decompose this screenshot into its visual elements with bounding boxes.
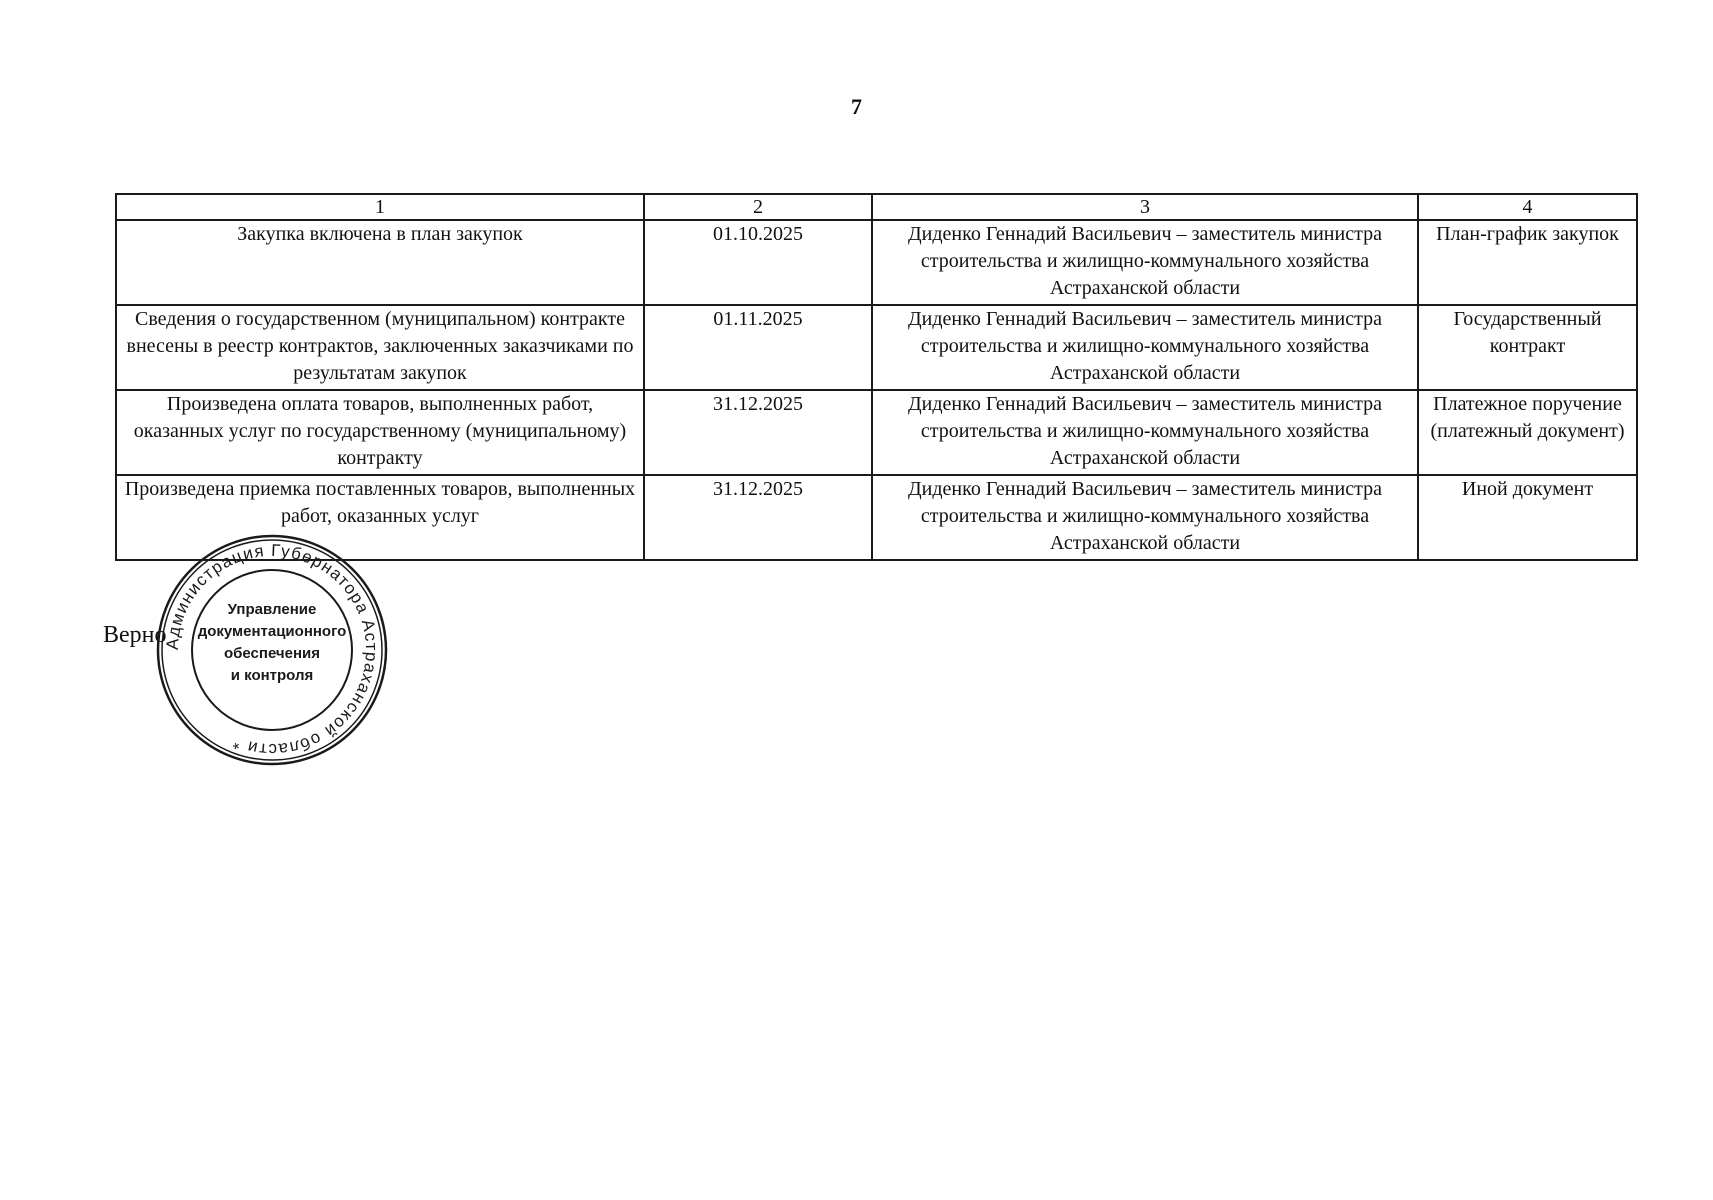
column-header: 2 bbox=[644, 194, 872, 220]
official-stamp bbox=[155, 533, 389, 767]
stamp-line: обеспечения bbox=[223, 645, 321, 662]
event-cell: Закупка включена в план закупок bbox=[116, 220, 644, 305]
stamp-line: и контроля bbox=[230, 667, 314, 684]
responsible-cell: Диденко Геннадий Васильевич – заместитель министра строительства и жилищно-коммунального хозяйства Астраханской области bbox=[872, 305, 1418, 390]
column-header: 4 bbox=[1418, 194, 1637, 220]
stamp-center-text bbox=[185, 599, 359, 687]
event-cell: Произведена приемка поставленных товаров, выполненных работ, оказанных услуг bbox=[116, 475, 644, 560]
responsible-cell: Диденко Геннадий Васильевич – заместитель министра строительства и жилищно-коммунального хозяйства Астраханской области bbox=[872, 390, 1418, 475]
column-header: 1 bbox=[116, 194, 644, 220]
table-row bbox=[116, 390, 1637, 475]
event-cell: Произведена оплата товаров, выполненных работ, оказанных услуг по государственному (муниципальному) контракту bbox=[116, 390, 644, 475]
table-row bbox=[116, 220, 1637, 305]
page-number: 7 bbox=[851, 94, 862, 119]
column-header: 3 bbox=[872, 194, 1418, 220]
date-cell: 31.12.2025 bbox=[644, 390, 872, 475]
document-cell: Государственный контракт bbox=[1418, 305, 1637, 390]
date-cell: 01.10.2025 bbox=[644, 220, 872, 305]
document-cell: План-график закупок bbox=[1418, 220, 1637, 305]
document-cell: Платежное поручение (платежный документ) bbox=[1418, 390, 1637, 475]
table-header-row bbox=[116, 194, 1637, 220]
stamp-line: Управление bbox=[227, 601, 317, 618]
stamp-ring-text: Администрация Губернатора Астраханской области * bbox=[162, 540, 382, 760]
date-cell: 31.12.2025 bbox=[644, 475, 872, 560]
event-cell: Сведения о государственном (муниципальном) контракте внесены в реестр контрактов, заключенных заказчиками по результатам закупок bbox=[116, 305, 644, 390]
stamp-line: документационного bbox=[197, 623, 347, 640]
responsible-cell: Диденко Геннадий Васильевич – заместитель министра строительства и жилищно-коммунального хозяйства Астраханской области bbox=[872, 220, 1418, 305]
date-cell: 01.11.2025 bbox=[644, 305, 872, 390]
table-row bbox=[116, 305, 1637, 390]
verno-label: Верно bbox=[103, 622, 167, 648]
schedule-table bbox=[115, 193, 1638, 561]
responsible-cell: Диденко Геннадий Васильевич – заместитель министра строительства и жилищно-коммунального хозяйства Астраханской области bbox=[872, 475, 1418, 560]
document-cell: Иной документ bbox=[1418, 475, 1637, 560]
